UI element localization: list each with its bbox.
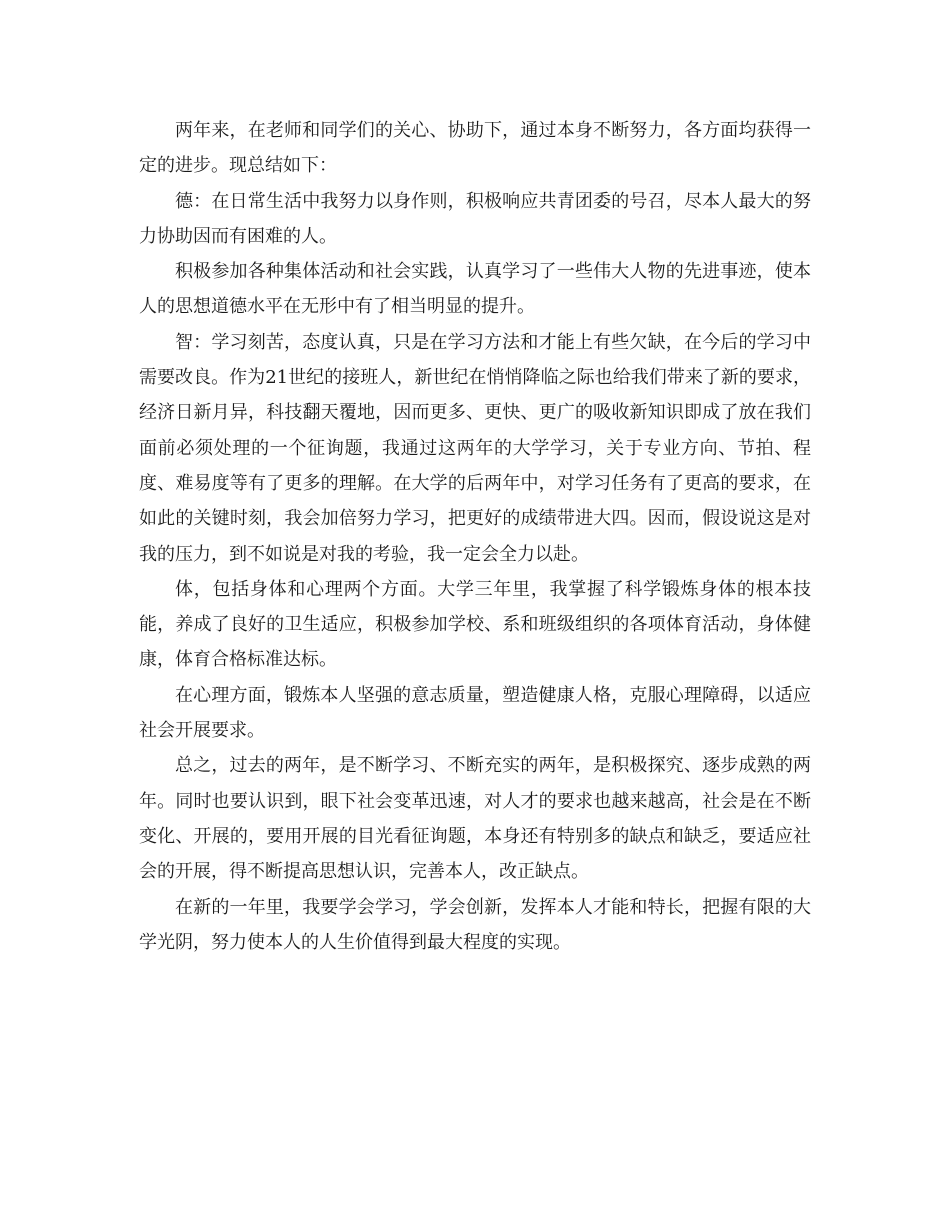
paragraph-summary: 总之，过去的两年，是不断学习、不断充实的两年，是积极探究、逐步成熟的两年。同时也要认识到，眼下社会变革迅速，对人才的要求也越来越高，社会是在不断变化、开展的，要用开展的目光看征询题，本身还有特别多的缺点和缺乏，要适应社会的开展，得不断提高思想认识，完善本人，改正缺点。 [139, 755, 811, 883]
paragraph-outlook: 在新的一年里，我要学会学习，学会创新，发挥本人才能和特长，把握有限的大学光阴，努力使本人的人生价值得到最大程度的实现。 [139, 896, 811, 953]
document-body [139, 113, 811, 960]
paragraph-psychology: 在心理方面，锻炼本人坚强的意志质量，塑造健康人格，克服心理障碍，以适应社会开展要求。 [139, 684, 811, 742]
paragraph-morality: 德：在日常生活中我努力以身作则，积极响应共青团委的号召，尽本人最大的努力协助因而有困难的人。 [139, 190, 811, 247]
paragraph-activities: 积极参加各种集体活动和社会实践，认真学习了一些伟大人物的先进事迹，使本人的思想道德水平在无形中有了相当明显的提升。 [139, 261, 811, 318]
paragraph-intro: 两年来，在老师和同学们的关心、协助下，通过本身不断努力，各方面均获得一定的进步。现总结如下： [139, 120, 811, 177]
paragraph-intellect: 智：学习刻苦，态度认真，只是在学习方法和才能上有些欠缺，在今后的学习中需要改良。作为21世纪的接班人，新世纪在悄悄降临之际也给我们带来了新的要求，经济日新月异，科技翻天覆地，因而更多、更快、更广的吸收新知识即成了放在我们面前必须处理的一个征询题，我通过这两年的大学学习，关于专业方向、节拍、程度、难易度等有了更多的理解。在大学的后两年中，对学习任务有了更高的要求，在如此的关键时刻，我会加倍努力学习，把更好的成绩带进大四。因而，假设说这是对我的压力，到不如说是对我的考验，我一定会全力以赴。 [139, 331, 811, 565]
paragraph-physical: 体，包括身体和心理两个方面。大学三年里，我掌握了科学锻炼身体的根本技能，养成了良好的卫生适应，积极参加学校、系和班级组织的各项体育活动，身体健康，体育合格标准达标。 [139, 578, 811, 671]
